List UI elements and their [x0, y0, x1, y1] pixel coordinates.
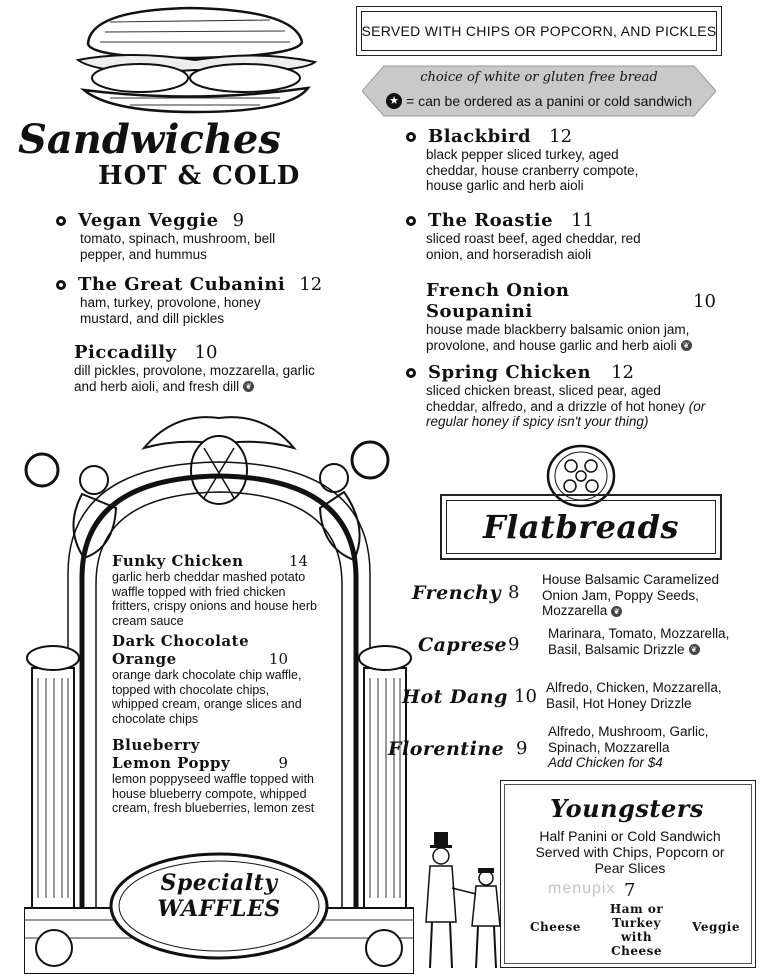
item-price: 12: [299, 274, 323, 295]
star-icon: [56, 216, 66, 226]
item-description: [426, 322, 696, 353]
item-price: 11: [571, 210, 594, 231]
menu-item: [406, 362, 716, 430]
youngsters-price: 7: [624, 880, 636, 901]
item-note: (or regular honey if spicy isn't your thing): [426, 398, 706, 429]
waffles-title-line-1: Specialty: [160, 870, 278, 896]
vegetarian-icon: ❦: [689, 644, 700, 655]
menu-item: [406, 210, 666, 262]
item-description: [548, 626, 738, 657]
menu-item: [112, 552, 318, 628]
vegetarian-icon: ❦: [611, 606, 622, 617]
menu-item: [56, 274, 326, 326]
bread-choice-text: choice of white or gluten free bread: [420, 70, 658, 85]
star-icon: ★: [386, 93, 402, 109]
served-with-text: SERVED WITH CHIPS OR POPCORN, AND PICKLES: [361, 23, 717, 39]
menu-item: [74, 342, 334, 394]
item-name: Spring Chicken: [428, 362, 592, 383]
item-name: Dark Chocolate Orange: [112, 632, 250, 668]
item-name: Piccadilly: [74, 342, 177, 363]
item-price: 9: [278, 754, 288, 772]
item-price: 12: [611, 362, 634, 383]
gentleman-illustration: [420, 830, 510, 970]
menu-item: [418, 626, 766, 657]
item-name: Frenchy: [412, 582, 501, 604]
item-name: The Roastie: [428, 210, 554, 231]
menu-item: [406, 126, 666, 194]
item-name: Blackbird: [428, 126, 532, 147]
item-description-text: Alfredo, Mushroom, Garlic, Spinach, Mozzarella: [548, 724, 709, 755]
item-price: 10: [693, 290, 716, 312]
item-name: The Great Cubanini: [78, 274, 286, 295]
item-price: 10: [194, 342, 218, 363]
item-description: sliced roast beef, aged cheddar, red onion, and horseradish aioli: [426, 231, 641, 262]
menu-item: [412, 572, 766, 619]
page-title: [18, 118, 308, 198]
youngsters-option: Cheese: [530, 920, 581, 934]
star-icon: [406, 216, 416, 226]
item-price: 9: [516, 738, 528, 759]
item-price: 9: [508, 634, 520, 655]
bread-choice-ribbon: [362, 64, 716, 118]
item-description: orange dark chocolate chip waffle, topped with chocolate chips, whipped cream, orange slices and chocolate chips: [112, 668, 302, 726]
menu-item: [112, 736, 318, 816]
item-name: French Onion Soupanini: [426, 280, 570, 322]
item-description: black pepper sliced turkey, aged cheddar, house cranberry compote, house garlic and herb aioli: [426, 147, 639, 193]
item-name: Caprese: [418, 634, 508, 656]
star-icon: [406, 132, 416, 142]
item-price: 12: [549, 126, 573, 147]
flatbreads-title: Flatbreads: [482, 508, 680, 546]
waffles-title-line-2: WAFFLES: [157, 896, 281, 922]
item-price: 10: [514, 686, 537, 707]
item-name: Hot Dang: [402, 686, 508, 708]
menu-item: [56, 210, 316, 262]
item-description-text: Marinara, Tomato, Mozzarella, Basil, Balsamic Drizzle: [548, 626, 730, 657]
item-price: 8: [508, 582, 520, 603]
item-price: 10: [268, 650, 288, 668]
title-sub: HOT & COLD: [98, 161, 301, 191]
item-description-text: house made blackberry balsamic onion jam, provolone, and house garlic and herb aioli: [426, 322, 690, 353]
item-description-text: dill pickles, provolone, mozzarella, garlic and herb aioli, and fresh dill: [74, 363, 315, 394]
youngsters-option: Veggie: [692, 920, 740, 934]
item-description: lemon poppyseed waffle topped with house blueberry compote, whipped cream, fresh blueberries, lemon zest: [112, 772, 315, 815]
item-description: tomato, spinach, mushroom, bell pepper, and hummus: [80, 231, 276, 262]
menu-item: [426, 280, 716, 353]
sandwich-illustration: [70, 4, 320, 116]
item-price: 14: [288, 552, 308, 570]
youngsters-option: Ham or Turkey with Cheese: [609, 902, 664, 958]
watermark: menupix: [548, 880, 616, 897]
item-description: [74, 363, 324, 394]
item-extra: Add Chicken for $4: [548, 755, 663, 770]
item-price: 9: [232, 210, 245, 231]
flatbreads-title-box: [440, 494, 722, 560]
star-icon: [406, 368, 416, 378]
youngsters-options: [530, 902, 740, 958]
item-description: ham, turkey, provolone, honey mustard, and dill pickles: [80, 295, 261, 326]
item-name: Vegan Veggie: [78, 210, 219, 231]
item-description-text: sliced chicken breast, sliced pear, aged cheddar, alfredo, and a drizzle of hot honey: [426, 383, 685, 414]
menu-item: [402, 680, 768, 711]
item-name: Blueberry Lemon Poppy: [112, 736, 231, 772]
item-name: Funky Chicken: [112, 552, 244, 570]
item-description: [426, 383, 714, 430]
item-description: [542, 572, 742, 619]
vegetarian-icon: ❦: [243, 381, 254, 392]
menu-item: [388, 724, 768, 771]
menu-item: [112, 632, 318, 726]
item-description: garlic herb cheddar mashed potato waffle topped with fried chicken fritters, crispy onions and house herb cream sauce: [112, 570, 317, 628]
title-main: Sandwiches: [18, 116, 281, 163]
vegetarian-icon: ❦: [681, 340, 692, 351]
youngsters-description: Half Panini or Cold Sandwich Served with Chips, Popcorn or Pear Slices: [535, 828, 725, 876]
waffles-title: [124, 870, 314, 922]
item-description: Alfredo, Chicken, Mozzarella, Basil, Hot Honey Drizzle: [546, 680, 722, 711]
youngsters-title: Youngsters: [550, 794, 704, 823]
star-icon: [56, 280, 66, 290]
item-description: [548, 724, 748, 771]
item-name: Florentine: [388, 738, 505, 760]
panini-note-text: = can be ordered as a panini or cold sandwich: [406, 93, 693, 109]
served-with-banner: [356, 6, 722, 56]
item-description-text: House Balsamic Caramelized Onion Jam, Poppy Seeds, Mozzarella: [542, 572, 720, 618]
